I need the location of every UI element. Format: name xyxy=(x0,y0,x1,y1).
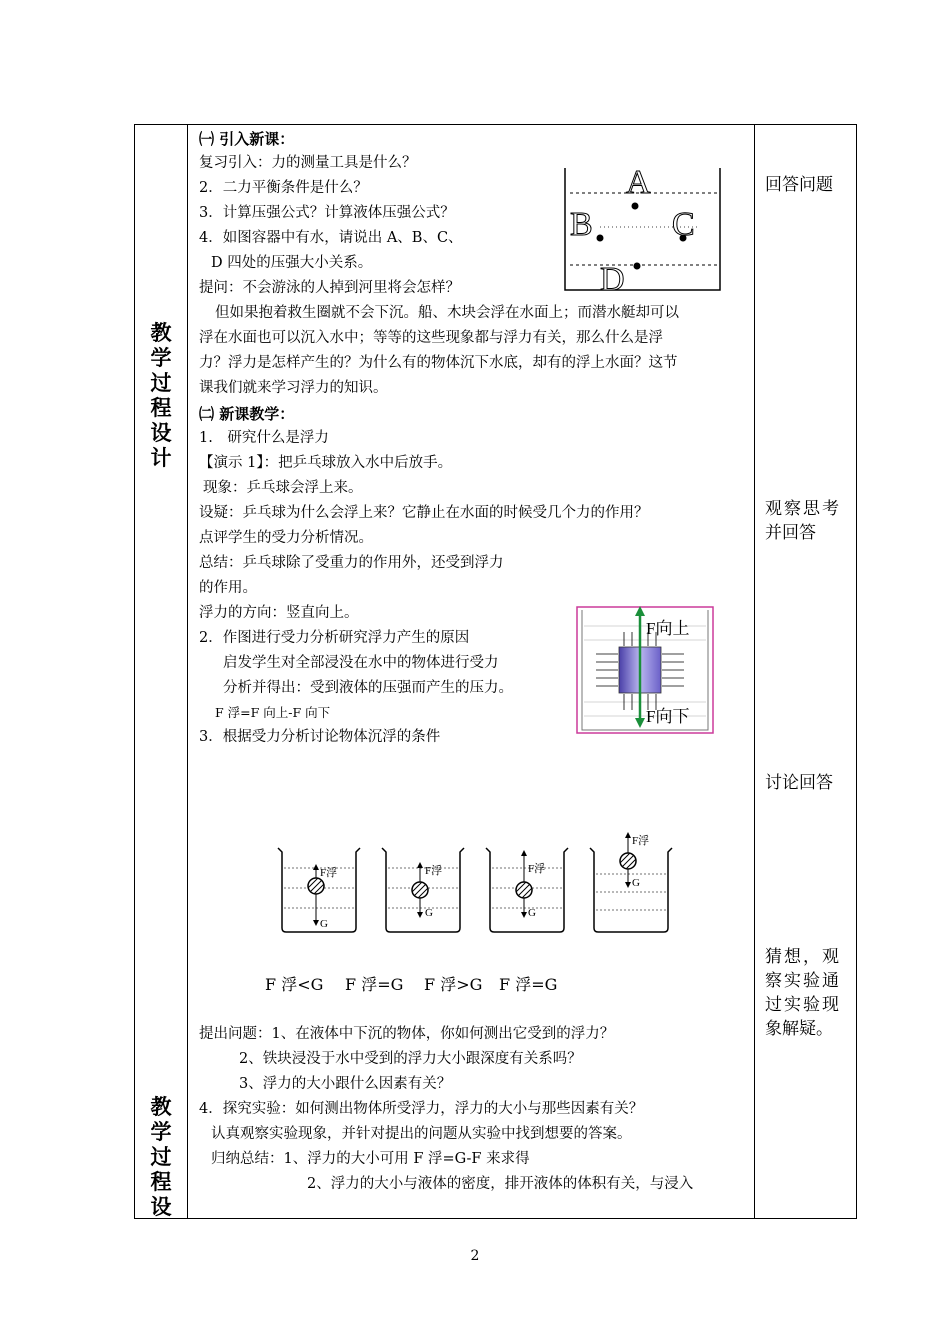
text-line: 4．如图容器中有水，请说出 A、B、C、 xyxy=(199,230,463,246)
text-line: 3．根据受力分析讨论物体沉浮的条件 xyxy=(199,729,441,745)
text-line: 力？浮力是怎样产生的？为什么有的物体沉下水底，却有的浮上水面？这节 xyxy=(199,355,678,371)
beaker-1-weight-label: G xyxy=(320,918,328,930)
label-b: B xyxy=(570,206,593,243)
beaker-3-buoyancy-label: F浮 xyxy=(528,863,546,875)
right-note: 回答问题 xyxy=(765,175,833,195)
text-line: 现象：乒乓球会浮上来。 xyxy=(203,480,363,496)
condition-rise: F 浮>G xyxy=(424,975,483,994)
section-2-title: ㈡ 新课教学： xyxy=(199,405,295,423)
beaker-3-weight-label: G xyxy=(528,907,536,919)
right-note: 察实验通 xyxy=(765,971,841,991)
buoyancy-force-figure xyxy=(576,606,714,734)
right-note: 观察思考 xyxy=(765,499,841,519)
float-sink-beakers xyxy=(270,828,690,938)
text-line: 分析并得出：受到液体的压强而产生的压力。 xyxy=(223,680,513,696)
text-line: 浮在水面也可以沉入水中；等等的这些现象都与浮力有关，那么什么是浮 xyxy=(199,330,663,346)
condition-suspend: F 浮=G xyxy=(345,975,404,994)
right-note: 并回答 xyxy=(765,523,816,543)
right-note: 猜想，观 xyxy=(765,947,841,967)
section-label-bottom: 教 学 过 程 设 xyxy=(150,1095,172,1219)
text-line: 3、浮力的大小跟什么因素有关？ xyxy=(239,1076,452,1092)
text-line: 课我们就来学习浮力的知识。 xyxy=(199,380,388,396)
right-note: 过实验现 xyxy=(765,995,841,1015)
pressure-container-figure xyxy=(560,160,730,300)
formula-line: F 浮=F 向上-F 向下 xyxy=(215,705,331,720)
beaker-2-buoyancy-label: F浮 xyxy=(425,865,443,877)
text-line: 4．探究实验：如何测出物体所受浮力，浮力的大小与那些因素有关？ xyxy=(199,1101,644,1117)
text-line: 3．计算压强公式？计算液体压强公式？ xyxy=(199,205,455,221)
text-line: 2．作图进行受力分析研究浮力产生的原因 xyxy=(199,630,470,646)
condition-sink: F 浮<G xyxy=(265,975,324,994)
text-line: 2．二力平衡条件是什么？ xyxy=(199,180,368,196)
beaker-1-buoyancy-label: F浮 xyxy=(320,867,338,879)
text-line: 归纳总结：1、浮力的大小可用 F 浮=G-F 来求得 xyxy=(211,1151,530,1167)
section-label-top: 教 学 过 程 设 计 xyxy=(150,321,172,470)
force-up-label: F向上 xyxy=(646,619,690,638)
text-line: 浮力的方向：竖直向上。 xyxy=(199,605,359,621)
beaker-4-weight-label: G xyxy=(632,877,640,889)
text-line: 设疑：乒乓球为什么会浮上来？它静止在水面的时候受几个力的作用？ xyxy=(199,505,649,521)
lesson-table xyxy=(134,124,857,1219)
section-1-title: ㈠ 引入新课： xyxy=(199,130,295,148)
text-line: 2、浮力的大小与液体的密度，排开液体的体积有关，与浸入 xyxy=(307,1176,694,1192)
text-line: 提出问题：1、在液体中下沉的物体，你如何测出它受到的浮力？ xyxy=(199,1026,615,1042)
page-number: 2 xyxy=(470,1248,480,1264)
text-line: 复习引入：力的测量工具是什么？ xyxy=(199,155,417,171)
text-line: 但如果抱着救生圈就不会下沉。船、木块会浮在水面上；而潜水艇却可以 xyxy=(215,305,679,321)
text-line: 提问：不会游泳的人掉到河里将会怎样？ xyxy=(199,280,460,296)
text-line: 总结：乒乓球除了受重力的作用外，还受到浮力 xyxy=(199,555,504,571)
label-d: D xyxy=(600,261,625,298)
text-line: 的作用。 xyxy=(199,580,257,596)
beaker-4-buoyancy-label: F浮 xyxy=(632,835,650,847)
force-down-label: F向下 xyxy=(646,707,690,726)
text-line: 【演示 1】：把乒乓球放入水中后放手。 xyxy=(199,455,453,471)
right-note: 讨论回答 xyxy=(765,773,833,793)
column-divider-right xyxy=(754,125,755,1218)
label-c: C xyxy=(672,206,695,243)
text-line: D 四处的压强大小关系。 xyxy=(211,255,373,271)
text-line: 点评学生的受力分析情况。 xyxy=(199,530,373,546)
beaker-2-weight-label: G xyxy=(425,907,433,919)
condition-float: F 浮=G xyxy=(499,975,558,994)
text-line: 2、铁块浸没于水中受到的浮力大小跟深度有关系吗？ xyxy=(239,1051,582,1067)
text-line: 启发学生对全部浸没在水中的物体进行受力 xyxy=(223,655,499,671)
text-line: 认真观察实验现象，并针对提出的问题从实验中找到想要的答案。 xyxy=(211,1126,632,1142)
text-line: 1. 研究什么是浮力 xyxy=(199,430,329,446)
label-a: A xyxy=(626,164,651,201)
right-note: 象解疑。 xyxy=(765,1019,833,1039)
column-divider-left xyxy=(187,125,188,1218)
